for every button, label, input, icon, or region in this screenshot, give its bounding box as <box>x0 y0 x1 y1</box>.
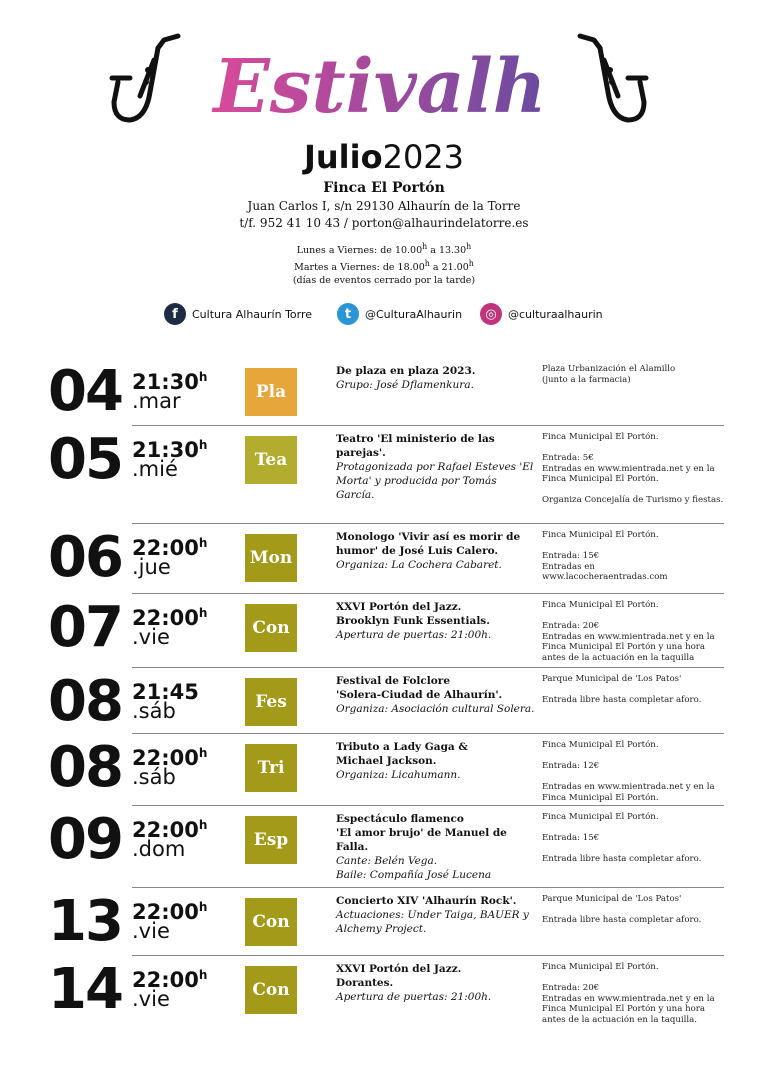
event-description <box>336 894 536 936</box>
row-divider <box>132 805 724 806</box>
event-title: Espectáculo flamenco 'El amor brujo' de Manuel de Falla. <box>336 813 507 853</box>
facebook-icon: f <box>164 303 186 325</box>
event-weekday: .vie <box>132 625 170 649</box>
row-divider <box>132 955 724 956</box>
event-row <box>44 670 724 734</box>
event-weekday: .vie <box>132 919 170 943</box>
event-title: XXVI Portón del Jazz. Dorantes. <box>336 963 462 989</box>
event-info: Finca Municipal El Portón. Entrada: 12€ Entradas en www.mientrada.net y en la Finca Municipal El Portón. <box>542 740 715 803</box>
row-divider <box>132 523 724 524</box>
event-info: Plaza Urbanización el Alamillo (junto a la farmacia) <box>542 364 676 385</box>
event-day: 08 <box>48 669 122 734</box>
event-weekday: .vie <box>132 987 170 1011</box>
event-time: 21:30$^h$ <box>132 370 208 394</box>
saxophone-icon <box>108 30 186 130</box>
event-category-badge: Esp <box>245 816 297 864</box>
event-time: 22:00$^h$ <box>132 536 208 560</box>
event-time: 22:00$^h$ <box>132 746 208 770</box>
row-divider <box>132 733 724 734</box>
row-divider <box>132 593 724 594</box>
row-divider <box>132 887 724 888</box>
event-subtitle: Actuaciones: Under Taiga, BAUER y Alchemy Project. <box>336 909 529 935</box>
event-category-badge: Con <box>245 966 297 1014</box>
event-title: Monologo 'Vivir así es morir de humor' de José Luis Calero. <box>336 531 521 557</box>
twitter-link[interactable]: t @CulturaAlhaurin <box>337 303 462 325</box>
event-weekday: .mar <box>132 389 181 413</box>
event-weekday: .sáb <box>132 765 176 789</box>
event-time: 21:45 <box>132 680 199 704</box>
event-subtitle: Grupo: José Dflamenkura. <box>336 379 474 391</box>
event-category-badge: Mon <box>245 534 297 582</box>
event-description <box>336 740 536 782</box>
event-info: Parque Municipal de 'Los Patos' Entrada libre hasta completar aforo. <box>542 674 702 705</box>
event-description <box>336 364 536 392</box>
event-description <box>336 432 536 502</box>
event-day: 09 <box>48 807 122 872</box>
venue-name: Finca El Portón <box>323 180 445 196</box>
twitter-icon: t <box>337 303 359 325</box>
event-time: 21:30$^h$ <box>132 438 208 462</box>
event-weekday: .dom <box>132 837 186 861</box>
row-divider <box>132 667 724 668</box>
event-description <box>336 530 536 572</box>
event-category-badge: Pla <box>245 368 297 416</box>
facebook-link[interactable]: f Cultura Alhaurín Torre <box>164 303 312 325</box>
event-weekday: .jue <box>132 555 171 579</box>
event-day: 08 <box>48 735 122 800</box>
event-description <box>336 812 536 882</box>
venue-contact: t/f. 952 41 10 43 / porton@alhaurindelatorre.es <box>239 216 529 230</box>
event-row <box>44 360 724 426</box>
event-category-badge: Fes <box>245 678 297 726</box>
event-weekday: .sáb <box>132 699 176 723</box>
event-title: Teatro 'El ministerio de las parejas'. <box>336 433 495 459</box>
event-subtitle: Protagonizada por Rafael Esteves 'El Morta' y producida por Tomás García. <box>336 461 534 501</box>
svg-text:Estivalh: Estivalh <box>213 44 547 130</box>
estivalh-logo <box>205 34 555 134</box>
instagram-link[interactable]: ◎ @culturaalhaurin <box>480 303 603 325</box>
event-day: 04 <box>48 359 122 424</box>
event-row <box>44 808 724 888</box>
event-time: 22:00$^h$ <box>132 818 208 842</box>
event-subtitle: Organiza: La Cochera Cabaret. <box>336 559 502 571</box>
event-info: Finca Municipal El Portón. Entrada: 15€ Entrada libre hasta completar aforo. <box>542 812 702 864</box>
event-category-badge: Con <box>245 898 297 946</box>
event-row <box>44 428 724 524</box>
month-year: Julio2023 <box>303 138 465 176</box>
event-info: Parque Municipal de 'Los Patos' Entrada libre hasta completar aforo. <box>542 894 702 925</box>
event-time: 22:00$^h$ <box>132 968 208 992</box>
event-category-badge: Tea <box>245 436 297 484</box>
event-time: 22:00$^h$ <box>132 900 208 924</box>
event-title: De plaza en plaza 2023. <box>336 365 476 377</box>
event-subtitle: Apertura de puertas: 21:00h. <box>336 629 492 641</box>
event-info: Finca Municipal El Portón. Entrada: 5€ Entradas en www.mientrada.net y en la Finca Municipal El Portón. Organiza Concejalía de Turismo y fiestas. <box>542 432 724 505</box>
event-title: Concierto XIV 'Alhaurín Rock'. <box>336 895 517 907</box>
opening-hours: Lunes a Viernes: de 10.00$^h$ a 13.30$^h$ Martes a Viernes: de 18.00$^h$ a 21.00$^h$ (días de eventos cerrado por la tarde) <box>292 242 476 287</box>
event-row <box>44 596 724 668</box>
instagram-icon: ◎ <box>480 303 502 325</box>
saxophone-icon <box>572 30 650 130</box>
event-title: XXVI Portón del Jazz. Brooklyn Funk Essentials. <box>336 601 490 627</box>
venue-address: Juan Carlos I, s/n 29130 Alhaurín de la Torre <box>247 199 521 213</box>
event-category-badge: Con <box>245 604 297 652</box>
event-subtitle: Organiza: Asociación cultural Solera. <box>336 703 535 715</box>
event-subtitle: Cante: Belén Vega. Baile: Compañía José Lucena <box>336 855 492 881</box>
event-title: Festival de Folclore 'Solera-Ciudad de Alhaurín'. <box>336 675 503 701</box>
event-subtitle: Organiza: Licahumann. <box>336 769 461 781</box>
event-day: 13 <box>48 889 122 954</box>
event-category-badge: Tri <box>245 744 297 792</box>
event-description <box>336 962 536 1004</box>
event-day: 14 <box>48 957 122 1022</box>
event-time: 22:00$^h$ <box>132 606 208 630</box>
event-info: Finca Municipal El Portón. Entrada: 15€ Entradas en www.lacocheraentradas.com <box>542 530 668 582</box>
event-info: Finca Municipal El Portón. Entrada: 20€ Entradas en www.mientrada.net y en la Finca Municipal El Portón y una hora antes de la actuación en la taquilla. <box>542 962 715 1025</box>
event-row <box>44 736 724 806</box>
event-description <box>336 674 536 716</box>
event-weekday: .mié <box>132 457 178 481</box>
event-row <box>44 958 724 1038</box>
event-subtitle: Apertura de puertas: 21:00h. <box>336 991 492 1003</box>
event-day: 05 <box>48 427 122 492</box>
event-row <box>44 526 724 594</box>
event-row <box>44 890 724 956</box>
event-info: Finca Municipal El Portón. Entrada: 20€ Entradas en www.mientrada.net y en la Finca Municipal El Portón y una hora antes de la actuación en la taquilla <box>542 600 715 663</box>
event-title: Tributo a Lady Gaga & Michael Jackson. <box>336 741 468 767</box>
row-divider <box>132 425 724 426</box>
event-day: 06 <box>48 525 122 590</box>
event-description <box>336 600 536 642</box>
event-day: 07 <box>48 595 122 660</box>
